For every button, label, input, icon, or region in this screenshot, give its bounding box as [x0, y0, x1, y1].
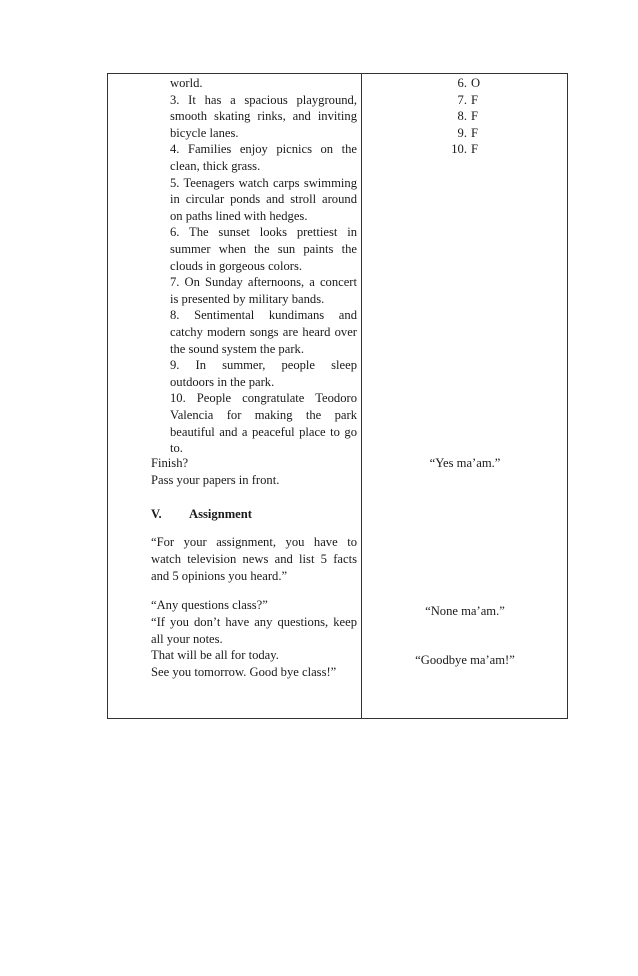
answer-item: [447, 75, 480, 92]
lesson-table: [107, 73, 568, 719]
section-number: V.: [151, 507, 162, 521]
closing-line: “Any questions class?”: [151, 598, 268, 612]
answer-item: [447, 141, 478, 158]
item-line: bicycle lanes.: [170, 125, 239, 140]
item-line: the sound system the park.: [170, 341, 304, 356]
answer-value: F: [471, 142, 479, 157]
closing-line: all your notes.: [151, 631, 223, 646]
column-divider: [361, 74, 362, 718]
item-line: clouds in gorgeous colors.: [170, 258, 302, 273]
item-line: 6. The sunset looks prettiest in: [170, 225, 357, 240]
item-line: on paths lined with hedges.: [170, 208, 308, 223]
answer-value: O: [471, 76, 481, 90]
item-line: 9. In summer, people sleep: [170, 358, 357, 373]
assignment-line: and 5 opinions you heard.”: [151, 569, 288, 583]
response-none: “None ma’am.”: [425, 604, 505, 618]
closing-line: That will be all for today.: [151, 648, 279, 663]
item-line: 4. Families enjoy picnics on the: [170, 142, 357, 157]
assignment-line: watch television news and list 5 facts: [151, 552, 357, 566]
item-line: outdoors in the park.: [170, 374, 275, 389]
assignment-line: “For your assignment, you have to: [151, 535, 357, 549]
item-line: 3. It has a spacious playground,: [170, 92, 357, 107]
response-yes: “Yes ma’am.”: [429, 456, 501, 470]
answer-value: F: [471, 92, 479, 107]
answer-value: F: [471, 109, 479, 124]
response-goodbye: “Goodbye ma’am!”: [415, 653, 515, 667]
item-line: 5. Teenagers watch carps swimming: [170, 175, 357, 190]
pass-papers-instruction: Pass your papers in front.: [151, 473, 280, 487]
item-line: Valencia for making the park: [170, 408, 357, 422]
item-line: clean, thick grass.: [170, 159, 261, 173]
section-title: Assignment: [189, 507, 252, 521]
item-line: catchy modern songs are heard over: [170, 325, 357, 339]
answer-item: [447, 108, 478, 125]
item-line: in circular ponds and stroll around: [170, 192, 357, 207]
finish-question: Finish?: [151, 456, 189, 470]
item-line: 8. Sentimental kundimans and: [170, 308, 357, 323]
item-line: summer when the sun paints the: [170, 242, 357, 256]
item-line: world.: [170, 76, 203, 90]
item-line: beautiful and a peaceful place to go: [170, 424, 357, 439]
closing-line: “If you don’t have any questions, keep: [151, 614, 357, 629]
item-line: 7. On Sunday afternoons, a concert: [170, 275, 357, 290]
answer-number: 8.: [457, 109, 467, 124]
item-line: to.: [170, 441, 183, 456]
answer-number: 9.: [457, 125, 467, 140]
item-line: is presented by military bands.: [170, 291, 325, 306]
answer-value: F: [471, 125, 479, 140]
item-line: smooth skating rinks, and inviting: [170, 109, 357, 124]
answer-number: 10.: [451, 142, 467, 157]
closing-line: See you tomorrow. Good bye class!”: [151, 665, 337, 680]
answer-number: 6.: [457, 76, 467, 90]
answer-number: 7.: [457, 92, 467, 107]
item-line: 10. People congratulate Teodoro: [170, 391, 357, 406]
answer-item: [447, 125, 478, 142]
answer-item: [447, 92, 478, 109]
